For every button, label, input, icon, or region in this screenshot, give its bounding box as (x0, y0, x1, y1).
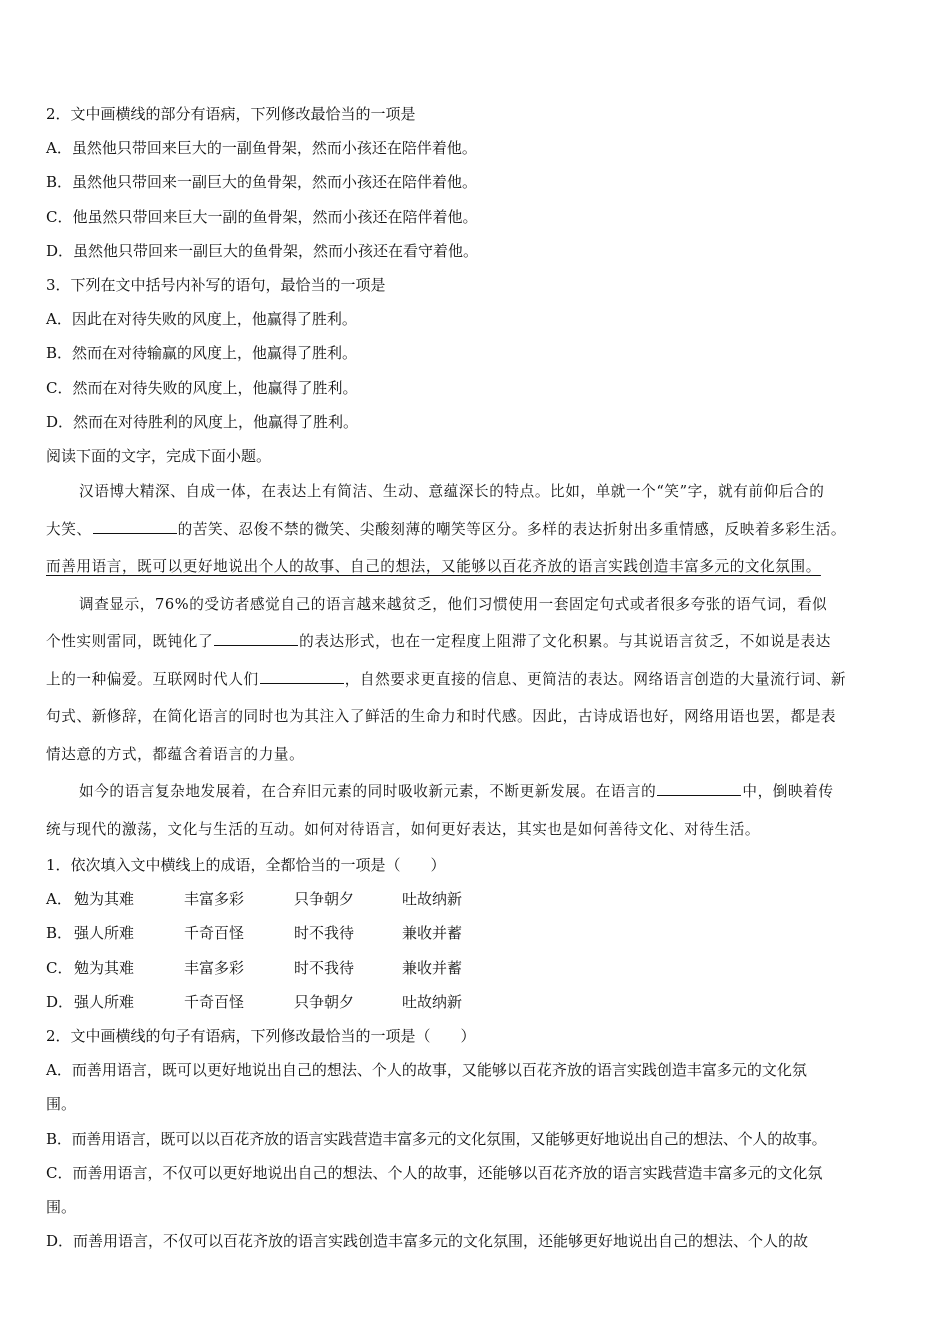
option-a (46, 131, 918, 165)
option-label: B． (46, 344, 73, 363)
question-stem: 1．依次填入文中横线上的成语，全都恰当的一项是（ ） (46, 856, 446, 875)
reading-passage (46, 473, 918, 848)
option-text: 他虽然只带回来巨大一副的鱼骨架，然而小孩还在陪伴着他。 (72, 207, 478, 226)
option-c (46, 200, 918, 234)
option-d: D．而善用语言，不仅可以百花齐放的语言实践创造丰富多元的文化氛围，还能够更好地说出自己的想法、个人的故 (46, 1232, 809, 1251)
option-b: B． 强人所难 千奇百怪 时不我待 兼收并蓄 (46, 916, 918, 950)
option-label: D． (46, 992, 74, 1011)
fill-blank (93, 519, 177, 534)
question-stem: 2．文中画横线的部分有语病，下列修改最恰当的一项是 (46, 105, 416, 123)
option-a-cont: 围。 (46, 1095, 77, 1114)
fill-blank (214, 631, 298, 646)
option-text: 因此在对待失败的风度上，他赢得了胜利。 (71, 310, 357, 329)
option-c (46, 371, 918, 405)
option-label: C． (46, 958, 73, 977)
option-text: 虽然他只带回来巨大的一副鱼骨架，然而小孩还在陪伴着他。 (71, 139, 477, 158)
option-b (46, 336, 918, 370)
passage-line: 如今的语言复杂地发展着，在合弃旧元素的同时吸收新元素，不断更新发展。在语言的 中，倒映着传 (79, 783, 834, 801)
option-label: B． (46, 173, 73, 192)
fill-blank (260, 669, 344, 684)
option-label: C． (46, 207, 73, 226)
passage-line: 大笑、 的苦笑、忍俊不禁的微笑、尖酸刻薄的嘲笑等区分。多样的表达折射出多重情感，反映着多彩生活。 (46, 520, 847, 538)
option-text: 然而在对待失败的风度上，他赢得了胜利。 (72, 378, 358, 397)
passage-line: 个性实则雷同，既钝化了 的表达形式，也在一定程度上阻滞了文化积累。与其说语言贫乏，不如说是表达 (46, 633, 831, 651)
passage-line: 句式、新修辞，在简化语言的同时也为其注入了鲜活的生命力和时代感。因此，古诗成语也好，网络用语也罢，都是表 (46, 708, 837, 726)
question-stem: 2．文中画横线的句子有语病，下列修改最恰当的一项是（ ） (46, 1027, 476, 1045)
option-label: D． (46, 412, 74, 431)
question-stem: 3．下列在文中括号内补写的语句，最恰当的一项是 (46, 275, 386, 294)
option-d (46, 405, 918, 439)
option-a: A． 勉为其难 丰富多彩 只争朝夕 吐故纳新 (46, 882, 918, 916)
option-d: D．强人所难 千奇百怪 只争朝夕 吐故纳新 (46, 985, 918, 1019)
underlined-sentence: 而善用语言，既可以更好地说出个人的故事、自己的想法，又能够以百花齐放的语言实践创造丰富多元的文化氛围。 (46, 558, 821, 576)
option-b: B．而善用语言，既可以以百花齐放的语言实践营造丰富多元的文化氛围，又能够更好地说出自己的想法、个人的故事。 (46, 1129, 827, 1148)
exam-page (46, 97, 918, 1258)
passage-line: 汉语博大精深、自成一体，在表达上有简洁、生动、意蕴深长的特点。比如，单就一个“笑”字，就有前仰后合的 (79, 483, 825, 501)
passage-line: 统与现代的激荡，文化与生活的互动。如何对待语言，如何更好表达，其实也是如何善待文化、对待生活。 (46, 820, 761, 838)
option-b (46, 165, 918, 199)
option-label: D． (46, 241, 74, 260)
option-c: C．而善用语言，不仅可以更好地说出自己的想法、个人的故事，还能够以百花齐放的语言实践营造丰富多元的文化氛 (46, 1163, 823, 1182)
option-text: 虽然他只带回来一副巨大的鱼骨架，然而小孩还在陪伴着他。 (72, 173, 478, 192)
option-label: C． (46, 378, 73, 397)
option-a (46, 302, 918, 336)
option-label: A． (46, 310, 72, 329)
option-d (46, 234, 918, 268)
option-text: 虽然他只带回来一副巨大的鱼骨架，然而小孩还在看守着他。 (73, 241, 479, 260)
option-text: 然而在对待胜利的风度上，他赢得了胜利。 (73, 412, 359, 431)
option-c-cont: 围。 (46, 1197, 77, 1216)
option-label: A． (46, 139, 72, 158)
option-a: A．而善用语言，既可以更好地说出自己的想法、个人的故事，又能够以百花齐放的语言实践创造丰富多元的文化氛 (46, 1061, 807, 1080)
option-label: B． (46, 924, 73, 943)
passage-line: 情达意的方式，都蕴含着语言的力量。 (46, 745, 305, 763)
reading-instruction: 阅读下面的文字，完成下面小题。 (46, 446, 272, 465)
option-c: C． 勉为其难 丰富多彩 时不我待 兼收并蓄 (46, 951, 918, 985)
option-text: 然而在对待输赢的风度上，他赢得了胜利。 (72, 344, 358, 363)
passage-line: 上的一种偏爱。互联网时代人们 ，自然要求更直接的信息、更简洁的表达。网络语言创造的大量流行词、新 (46, 670, 847, 688)
option-label: A． (46, 890, 72, 909)
fill-blank (657, 781, 741, 796)
passage-line: 调查显示，76%的受访者感觉自己的语言越来越贫乏，他们习惯使用一套固定句式或者很多夸张的语气词，看似 (79, 595, 828, 613)
